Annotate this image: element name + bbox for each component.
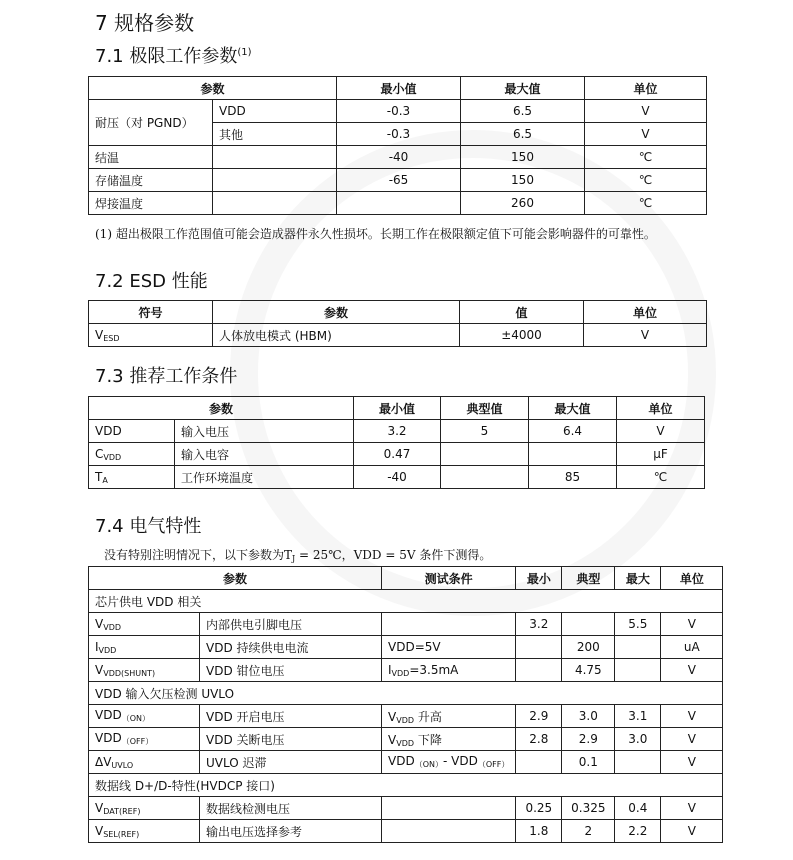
min-value: -0.3	[337, 100, 461, 123]
symbol-sub: VDD	[103, 452, 122, 462]
table-header-row	[89, 301, 707, 324]
symbol-sub: VDD	[98, 645, 117, 655]
symbol-sub: UVLO	[111, 760, 134, 770]
abs-max-table	[88, 76, 707, 215]
group-row	[89, 774, 723, 797]
table-header-row	[89, 77, 707, 100]
symbol-sub: DAT(REF)	[103, 806, 141, 816]
min-value	[516, 636, 562, 659]
symbol	[89, 466, 175, 489]
symbol	[89, 613, 200, 636]
min-value: 0.25	[516, 797, 562, 820]
max-value: 3.0	[615, 728, 661, 751]
param-name: 内部供电引脚电压	[200, 613, 382, 636]
test-condition	[382, 613, 516, 636]
symbol-sub: （OFF）	[121, 737, 154, 746]
unit: μF	[617, 443, 705, 466]
symbol-main: VDD	[95, 708, 122, 722]
symbol-sub: VDD	[103, 622, 122, 632]
esd-table	[88, 300, 707, 347]
max-value	[615, 751, 661, 774]
col-header: 参数	[213, 301, 460, 324]
max-value: 0.4	[615, 797, 661, 820]
col-header: 单位	[617, 397, 705, 420]
cond-rest: =3.5mA	[409, 662, 459, 677]
typ-value: 4.75	[562, 659, 615, 682]
typ-value: 5	[441, 420, 529, 443]
col-header: 值	[460, 301, 584, 324]
max-value: 85	[529, 466, 617, 489]
unit: V	[585, 123, 707, 146]
max-value: 2.2	[615, 820, 661, 843]
param-name: 焊接温度	[89, 192, 213, 215]
unit: V	[661, 728, 723, 751]
unit: V	[661, 820, 723, 843]
table-row	[89, 443, 705, 466]
symbol-sub: ESD	[103, 333, 120, 343]
symbol-main: V	[95, 800, 104, 815]
test-condition	[382, 659, 516, 682]
unit: V	[661, 751, 723, 774]
symbol-sub: SEL(REF)	[103, 829, 140, 839]
min-value: -40	[354, 466, 441, 489]
symbol	[89, 728, 200, 751]
electrical-table	[88, 566, 723, 843]
symbol-sub: A	[102, 475, 108, 485]
symbol-main: V	[95, 616, 104, 631]
min-value: 0.47	[354, 443, 441, 466]
cond-main: VDD=5V	[388, 639, 441, 654]
typ-value: 2	[562, 820, 615, 843]
symbol-main: VDD	[95, 423, 122, 438]
symbol	[89, 659, 200, 682]
max-value	[615, 659, 661, 682]
col-header: 最大值	[529, 397, 617, 420]
symbol	[89, 443, 175, 466]
table-row	[89, 728, 723, 751]
footnote-mark: (1)	[237, 47, 252, 58]
symbol-main: C	[95, 446, 104, 461]
param-name: VDD 持续供电电流	[200, 636, 382, 659]
param-name: UVLO 迟滞	[200, 751, 382, 774]
table-header-row	[89, 397, 705, 420]
symbol-main: V	[95, 823, 104, 838]
symbol	[89, 324, 213, 347]
col-header: 典型	[562, 567, 615, 590]
col-header: 典型值	[441, 397, 529, 420]
symbol-main: ΔV	[95, 754, 112, 769]
symbol-main: VDD	[95, 731, 122, 745]
table-row	[89, 797, 723, 820]
param-name: VDD 开启电压	[200, 705, 382, 728]
max-value: 6.5	[461, 123, 585, 146]
symbol	[89, 751, 200, 774]
col-header: 最大值	[461, 77, 585, 100]
s74-title: 7.4 电气特性	[95, 516, 202, 537]
test-condition	[382, 636, 516, 659]
param-name: 存储温度	[89, 169, 213, 192]
group-label: 芯片供电 VDD 相关	[89, 590, 723, 613]
unit: uA	[661, 636, 723, 659]
table-row	[89, 751, 723, 774]
typ-value: 200	[562, 636, 615, 659]
table-header-row	[89, 567, 723, 590]
unit: V	[584, 324, 707, 347]
cond-main: V	[388, 709, 397, 724]
table-row	[89, 466, 705, 489]
table-row	[89, 192, 707, 215]
s71-title	[95, 42, 252, 68]
cond-main: VDD	[388, 754, 415, 768]
max-value: 5.5	[615, 613, 661, 636]
table-row	[89, 324, 707, 347]
table-row	[89, 100, 707, 123]
test-condition	[382, 797, 516, 820]
group-label: VDD 输入欠压检测 UVLO	[89, 682, 723, 705]
cond-sub: VDD	[391, 668, 410, 678]
max-value	[529, 443, 617, 466]
col-header: 测试条件	[382, 567, 516, 590]
group-row	[89, 590, 723, 613]
param-name: 结温	[89, 146, 213, 169]
typ-value	[441, 466, 529, 489]
table-row	[89, 146, 707, 169]
table-row	[89, 613, 723, 636]
min-value: 3.2	[354, 420, 441, 443]
unit: ℃	[585, 146, 707, 169]
unit: V	[661, 705, 723, 728]
col-header: 最小	[516, 567, 562, 590]
col-header: 参数	[89, 77, 337, 100]
cond-rest: - VDD	[442, 754, 478, 768]
symbol-main: I	[95, 639, 99, 654]
cond-sub: VDD	[396, 715, 415, 725]
min-value	[516, 751, 562, 774]
typ-value: 3.0	[562, 705, 615, 728]
cond-rest: 升高	[414, 709, 442, 724]
param-sub: 其他	[213, 123, 337, 146]
min-value	[516, 659, 562, 682]
test-condition-note	[104, 546, 491, 563]
col-header: 最小值	[354, 397, 441, 420]
min-value	[337, 192, 461, 215]
symbol-main: V	[95, 662, 104, 677]
col-header: 最小值	[337, 77, 461, 100]
symbol-main: V	[95, 327, 104, 342]
typ-value: 2.9	[562, 728, 615, 751]
max-value: 6.5	[461, 100, 585, 123]
max-value: 150	[461, 146, 585, 169]
cond-sub: VDD	[396, 738, 415, 748]
col-header: 参数	[89, 397, 354, 420]
symbol-main: T	[95, 469, 103, 484]
col-header: 参数	[89, 567, 382, 590]
max-value: 3.1	[615, 705, 661, 728]
min-value: -40	[337, 146, 461, 169]
s72-title: 7.2 ESD 性能	[95, 271, 208, 292]
unit: V	[661, 659, 723, 682]
param-sub	[213, 146, 337, 169]
recommended-table	[88, 396, 705, 489]
test-condition	[382, 751, 516, 774]
param-name: 数据线检测电压	[200, 797, 382, 820]
typ-value	[562, 613, 615, 636]
param-name: VDD 钳位电压	[200, 659, 382, 682]
symbol	[89, 420, 175, 443]
test-condition	[382, 705, 516, 728]
symbol-sub: （ON）	[121, 714, 150, 723]
max-value: 260	[461, 192, 585, 215]
unit: V	[661, 613, 723, 636]
param-name: VDD 关断电压	[200, 728, 382, 751]
min-value: 3.2	[516, 613, 562, 636]
param-name: 输入电压	[175, 420, 354, 443]
table-row	[89, 820, 723, 843]
col-header: 单位	[584, 301, 707, 324]
param-name: 输入电容	[175, 443, 354, 466]
unit: ℃	[585, 192, 707, 215]
s71-title-text: 7.1 极限工作参数	[95, 46, 238, 67]
col-header: 单位	[585, 77, 707, 100]
max-value: 6.4	[529, 420, 617, 443]
s73-title: 7.3 推荐工作条件	[95, 366, 238, 387]
table-row	[89, 636, 723, 659]
cond-sub-2: （OFF）	[477, 760, 510, 769]
symbol	[89, 705, 200, 728]
unit: V	[617, 420, 705, 443]
typ-value	[441, 443, 529, 466]
symbol	[89, 636, 200, 659]
section-title: 7 规格参数	[95, 11, 195, 35]
param-name: 输出电压选择参考	[200, 820, 382, 843]
min-value: -65	[337, 169, 461, 192]
symbol	[89, 797, 200, 820]
table-row	[89, 169, 707, 192]
symbol	[89, 820, 200, 843]
symbol-sub: VDD(SHUNT)	[103, 668, 156, 678]
cond-main: I	[388, 662, 392, 677]
condition-sub: J	[292, 554, 296, 563]
min-value: 2.8	[516, 728, 562, 751]
param-name: 耐压（对 PGND）	[89, 100, 213, 146]
min-value: -0.3	[337, 123, 461, 146]
param-sub	[213, 169, 337, 192]
typ-value: 0.1	[562, 751, 615, 774]
param-sub: VDD	[213, 100, 337, 123]
col-header: 最大	[615, 567, 661, 590]
cond-rest: 下降	[414, 732, 442, 747]
unit: ℃	[617, 466, 705, 489]
typ-value: 0.325	[562, 797, 615, 820]
col-header: 符号	[89, 301, 213, 324]
max-value	[615, 636, 661, 659]
max-value: 150	[461, 169, 585, 192]
group-label: 数据线 D+/D-特性(HVDCP 接口)	[89, 774, 723, 797]
cond-main: V	[388, 732, 397, 747]
table-row	[89, 705, 723, 728]
group-row	[89, 682, 723, 705]
cond-sub: （ON）	[414, 760, 443, 769]
test-condition	[382, 820, 516, 843]
condition-rest: = 25℃，VDD = 5V 条件下测得。	[295, 548, 492, 562]
param-name: 人体放电模式 (HBM)	[213, 324, 460, 347]
footnote: (1) 超出极限工作范围值可能会造成器件永久性损坏。长期工作在极限额定值下可能会影响器件的可靠性。	[95, 227, 656, 241]
test-condition	[382, 728, 516, 751]
param-sub	[213, 192, 337, 215]
table-row	[89, 659, 723, 682]
unit: ℃	[585, 169, 707, 192]
col-header: 单位	[661, 567, 723, 590]
table-row	[89, 420, 705, 443]
unit: V	[585, 100, 707, 123]
value: ±4000	[460, 324, 584, 347]
min-value: 2.9	[516, 705, 562, 728]
min-value: 1.8	[516, 820, 562, 843]
unit: V	[661, 797, 723, 820]
param-name: 工作环境温度	[175, 466, 354, 489]
condition-text: 没有特别注明情况下，以下参数为T	[104, 548, 293, 562]
